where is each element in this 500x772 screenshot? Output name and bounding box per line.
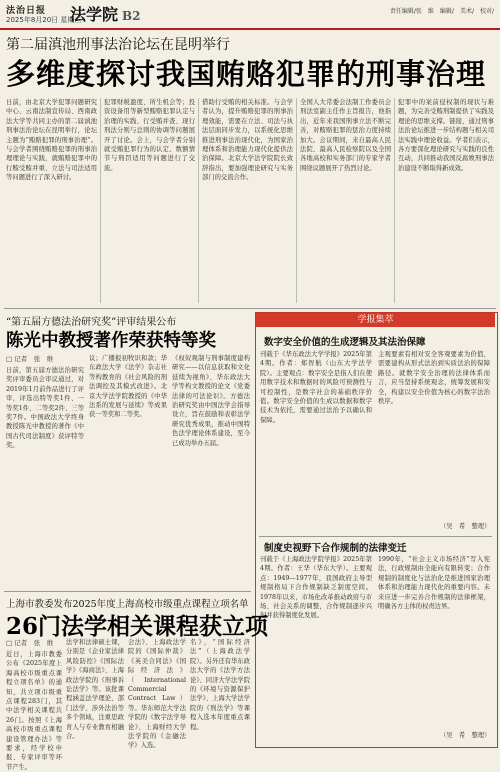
lead-column-1: 日前，由北京大学犯罪问题研究中心、云南法制宣传局、西南政法大学等共同主办的第二届滇池刑事法治论坛在昆明举行，论坛主题为“贿赂犯罪的刑事治理”。与会学者围绕贿赂犯罪的刑事治理理论与实践，就贿赂犯罪中的行贿受贿并重、立法与司法适用等问题进行了深入研讨。 (6, 99, 97, 182)
lead-column-4: 全国人大常委会法制工作委员会刑法室副主任作主旨报告，他指出，近年来我国刑事立法不断完善，对贿赂犯罪的惩治力度持续加大。会议期间，来自最高人民法院、最高人民检察院以及全国各地高校和实务部门的专家学者围绕议题展开了热烈讨论。 (300, 99, 391, 172)
newspaper-logo: 法治日报 (6, 6, 47, 16)
lead-kicker: 第二届滇池刑事法治论坛在昆明举行 (6, 37, 230, 53)
column-divider (198, 98, 199, 303)
bottom-column-3: 会法》、上海政法学院的《国际仲裁》《英美合同法》《国际经济法》（International Commercial Contract Law）等。华东师范大学法学院的《数字法学导论》、上海财经大学法学院的《金融法学》入选。 (128, 639, 186, 750)
sidebar-article-2-title: 制度史视野下合作规制的法律变迁 (264, 543, 407, 554)
feature-column-1: 日前，第五届方德法治研究奖评审委员会审议通过，对2019年1月前作品进行了评审，评选出特等奖1件、一等奖1件、二等奖2件、三等奖7件。中国政法大学终身教授陈光中教授的著作《中国古代司法制度》获评特等奖。 (6, 367, 84, 450)
lead-column-3: 借助行受贿的相关标准。与会学者认为，提升贿赂犯罪的刑事治理效能，需要在立法、司法与执法层面同步发力，以系统化思维推进刑事法治现代化，为国家治理体系和治理能力现代化提供法治保障。北京大学法学院院长致辞指出，要加强理论研究与实务部门的交流合作。 (202, 99, 293, 182)
sidebar-article-2-column-2: 1990年，“社会主义市场经济”写入宪法，行政规制由全能向有限转变；合作规制的制度化与法治化是推进国家治理体系和治理能力现代化的重要内容。未来应进一步完善合作规制的法律框架，明确各方主体的权责边界。 (378, 556, 490, 611)
bottom-kicker: 上海市教委发布2025年度上海高校市级重点课程立项名单 (6, 599, 249, 610)
feature-headline: 陈光中教授著作荣获特等奖 (6, 331, 216, 351)
feature-byline: □ 记者 张 维 (6, 355, 54, 363)
sidebar-article-1-column-2: 主观要素有相对安全客观要素为价值，需要建构从形式法治到实质法治的保障路径。就数字安全治理的法律体系而言，应当坚持系统观念，统筹发展和安全，构建以安全价值为核心的数字法治秩序。 (378, 351, 490, 406)
lead-column-2: 犯罪财税盈度、所生机会等；投资设备用等新型贿赂犯罪认定与治理的实践、行受贿并查、现行刑法分则与总则的协调等问题展开了讨论。会上，与会学者分别就受贿犯罪行为的认定、数额情节与刑罚适用等问题进行了交流。 (104, 99, 195, 172)
sidebar-article-1-signature: （吴 希 整理） (440, 523, 491, 530)
sidebar-article-1-column-1: 刊载于《华东政法大学学报》2025年第4期。作者：郑智航（山东大学法学院）。主要观点：数字安全是指人们在使用数字技术和数据时的风险可预测性与可控制性，是数字社会的基础秩序价值。数字安全价值的生成以数据和数字技术为依托，需要通过法治予以确认和保障。 (260, 351, 372, 424)
bottom-column-4: 名》，“国际经济法”（上海政法学院）。另外还有华东政法大学的《法学方法论》、同济大学法学院的《环境与资源保护法学》、上海大学法学院的《刑法学》等课程入选本年度重点课程。 (190, 639, 250, 731)
lead-headline: 多维度探讨我国贿赂犯罪的刑事治理 (6, 57, 487, 91)
bottom-headline: 26门法学相关课程获立项 (6, 613, 269, 640)
sidebar-divider (259, 536, 492, 537)
bottom-byline: □ 记者 张 维 (6, 639, 54, 647)
section-title (70, 2, 141, 25)
sidebar-article-2-column-1: 刊载于《上海政法学院学报》2025年第4期。作者：王华（华东大学）。主要观点：1949—1977年，我国政府主导型规制格局下合作规制缺乏制度空间。1978年以来，市场化改革推动政府与市场、社会关系的调整，合作规制逐步兴起并获得制度化发展。 (260, 556, 372, 620)
editor-credits: 责任编辑/张 维 编辑/ 美术/ 校对/ (389, 8, 494, 15)
feature-column-3: 《权奴观制与刑事制度建构研究——以信息获取和文化延续为视角》、华东政法大学等构文教授的论文《党委法律的可法论识》。方德法治研究奖由中国法学会指导设立，旨在鼓励和表彰法学研究优秀成果，推动中国特色法学理论体系建设，至今已成功举办五届。 (172, 355, 250, 447)
bottom-column-1: 近日，上海市教委公布《2025年度上海高校市级重点课程立项名单》的通知，共立项市级重点课程283门，其中法学相关课程共26门。按照《上海高校市级重点课程建设管理办法》等要求，经学校申报、专家评审等环节产生。 (6, 651, 62, 771)
section-divider (4, 308, 496, 309)
bottom-column-2: 法学和法律硕士课，分别是《企业家法律风险防控》《国际法学》《海商法》、上海政法学院的《刑事诉讼法学》等。该批课程涵盖法学理论、部门法学、涉外法治等多个领域，注重思政育人与专业教育相融合。 (66, 639, 124, 741)
sidebar-tag: 学报集萃 (256, 313, 495, 327)
column-divider (296, 98, 297, 303)
column-divider (394, 98, 395, 303)
section-divider (4, 591, 251, 592)
sidebar-article-2-signature: （吴 希 整理） (440, 732, 491, 739)
feature-column-2: 议；广播报初牧识和款；华东政法大学《法学》杂志社等构教育的《社会风险的刑法调控及其模式改进》。北京大学法学院教授的《中华法系的发展与延续》等成果获一等奖和二等奖。 (89, 355, 167, 419)
page-number: B2 (122, 9, 141, 23)
feature-kicker: “第五届方德法治研究奖”评审结果公布 (6, 317, 177, 328)
section-name: 法学院 (70, 5, 119, 24)
lead-column-5: 犯罪中的案前侵权制的现状与难题，为完善受贿刑制提供了实践及理论的思维支撑。链接，通过刑事法治论坛推进一步结构题与相关司法实践中理论收益。学者们表示，各方要深化理论研究与实践的良性互动，共同推动我国反腐败刑事法治建设不断取得新成效。 (398, 99, 494, 172)
sidebar-article-1-title: 数字安全价值的生成逻辑及其法治保障 (264, 337, 426, 348)
issue-date: 2025年8月20日 星期三 (6, 16, 82, 24)
column-divider (100, 98, 101, 303)
